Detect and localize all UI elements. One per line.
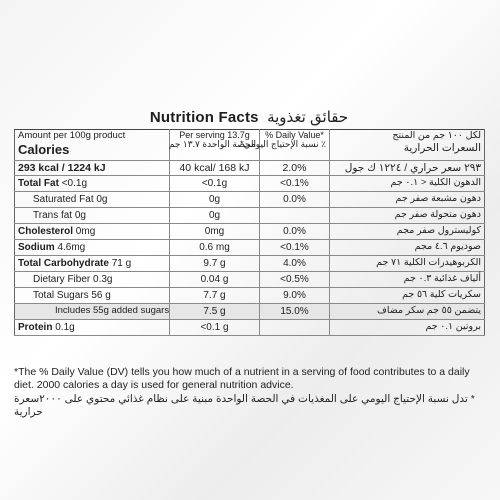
nutrient-amount: 71 g (111, 257, 132, 269)
nutrient-ar: سكريات كلية ٥٦ جم (330, 288, 485, 304)
nutrient-row-total-sugars (15, 288, 485, 304)
energy-dv: 2.0% (260, 161, 330, 176)
nutrient-dv (260, 208, 330, 224)
nutrient-ar: صوديوم ٤.٦ مجم (330, 240, 485, 256)
header-dv-cell (239, 130, 330, 161)
nutrient-dv: <0.1% (260, 240, 330, 256)
nutrient-serving: <0.1 g (170, 320, 260, 336)
calories-label: Calories (18, 141, 70, 157)
nutrient-dv: 15.0% (260, 304, 330, 320)
per-serving-label-ar: الحصة الواحدة ١٣.٧ جم (168, 139, 256, 150)
nutrient-name: Total Fat (18, 177, 59, 189)
nutrient-amount: <0.1g (61, 177, 88, 189)
nutrient-dv: 0.0% (260, 224, 330, 240)
nutrient-name: Saturated Fat (33, 193, 94, 205)
dv-label: % Daily Value* (265, 130, 324, 140)
nutrient-row-added-sugars (15, 304, 485, 320)
amount-label: Amount per 100g product (18, 130, 126, 141)
nutrient-dv: 9.0% (260, 288, 330, 304)
nutrient-serving: 7.5 g (170, 304, 260, 320)
nutrition-label (14, 108, 484, 336)
nutrient-name: Cholesterol (18, 225, 74, 237)
nutrient-name: Sodium (18, 241, 55, 253)
energy-ar: ٢٩٣ سعر حراري / ١٢٢٤ ك جول (330, 161, 485, 176)
nutrient-name: Trans fat (33, 209, 73, 221)
nutrient-name: Includes 55g added sugars (55, 305, 170, 317)
nutrient-dv: 0.0% (260, 192, 330, 208)
nutrient-serving: 7.7 g (170, 288, 260, 304)
header-row (15, 130, 485, 161)
nutrient-ar: يتضمن ٥٥ جم سكر مضاف (330, 304, 485, 320)
ar-calories-label: السعرات الحرارية (403, 141, 481, 154)
energy-per-100g: 293 kcal / 1224 kJ (15, 161, 170, 176)
nutrient-ar: الدهون الكلية < ٠.١ جم (330, 176, 485, 192)
nutrient-row-total-carbohydrate (15, 256, 485, 272)
energy-row (15, 161, 485, 176)
energy-per-serving: 40 kcal/ 168 kJ (170, 161, 260, 176)
ar-amount-label: لكل ١٠٠ جم من المنتج (392, 130, 481, 141)
nutrient-row-trans-fat (15, 208, 485, 224)
dv-label-ar: ٪ نسبة الإحتياج اليومي* (239, 139, 326, 150)
nutrient-serving: 0.6 mg (170, 240, 260, 256)
nutrient-amount: 0g (96, 193, 108, 205)
nutrient-dv (260, 320, 330, 336)
nutrient-row-cholesterol (15, 224, 485, 240)
nutrient-amount: 56 g (91, 289, 111, 301)
nutrient-row-total-fat (15, 176, 485, 192)
title-en: Nutrition Facts (149, 109, 259, 126)
nutrient-row-protein (15, 320, 485, 336)
nutrient-name: Total Carbohydrate (18, 257, 109, 269)
nutrient-dv: <0.1% (260, 176, 330, 192)
nutrition-table (14, 129, 485, 336)
nutrient-row-dietary-fiber (15, 272, 485, 288)
nutrient-serving: 0g (170, 192, 260, 208)
nutrient-name: Total Sugars (33, 289, 89, 301)
nutrient-name: Dietary Fiber (33, 273, 91, 285)
nutrient-dv: <0.5% (260, 272, 330, 288)
header-ar-cell (330, 130, 485, 161)
per-serving-label: Per serving 13.7g (179, 130, 250, 140)
nutrient-serving: 0.04 g (170, 272, 260, 288)
nutrient-ar: كوليسترول صفر مجم (330, 224, 485, 240)
header-amount-cell (15, 130, 170, 161)
nutrient-amount: 0.1g (55, 321, 75, 333)
nutrient-amount: 0mg (75, 225, 96, 237)
nutrient-serving: <0.1g (170, 176, 260, 192)
nutrient-name: Protein (18, 321, 53, 333)
footnote-en: *The % Daily Value (DV) tells you how much of a nutrient in a serving of food contributes to a daily diet. 2000 calories a day is used for general nutrition advice. (14, 366, 470, 392)
nutrient-ar: الكربوهيدرات الكلية ٧١ جم (330, 256, 485, 272)
nutrient-dv: 4.0% (260, 256, 330, 272)
nutrient-row-saturated-fat (15, 192, 485, 208)
nutrient-amount: 0g (74, 209, 86, 221)
title-ar: حقائق تغذوية (267, 109, 349, 126)
nutrient-ar: دهون متحولة صفر جم (330, 208, 485, 224)
footnote-ar: * تدل نسبة الإحتياج اليومي على المغذيات في الحصة الواحدة مبنية على نظام غذائي محتوي على ٢٠٠٠سعرة حرارية (14, 393, 475, 419)
nutrient-ar: دهون مشبعة صفر جم (330, 192, 485, 208)
nutrient-amount: 0.3g (93, 273, 113, 285)
nutrient-ar: بروتين ٠.١ جم (330, 320, 485, 336)
nutrient-ar: ألياف غذائية ٠.٣ جم (330, 272, 485, 288)
nutrient-serving: 0g (170, 208, 260, 224)
nutrient-serving: 9.7 g (170, 256, 260, 272)
label-title (14, 108, 484, 126)
nutrient-serving: 0mg (170, 224, 260, 240)
nutrient-amount: 4.6mg (57, 241, 86, 253)
nutrient-row-sodium (15, 240, 485, 256)
